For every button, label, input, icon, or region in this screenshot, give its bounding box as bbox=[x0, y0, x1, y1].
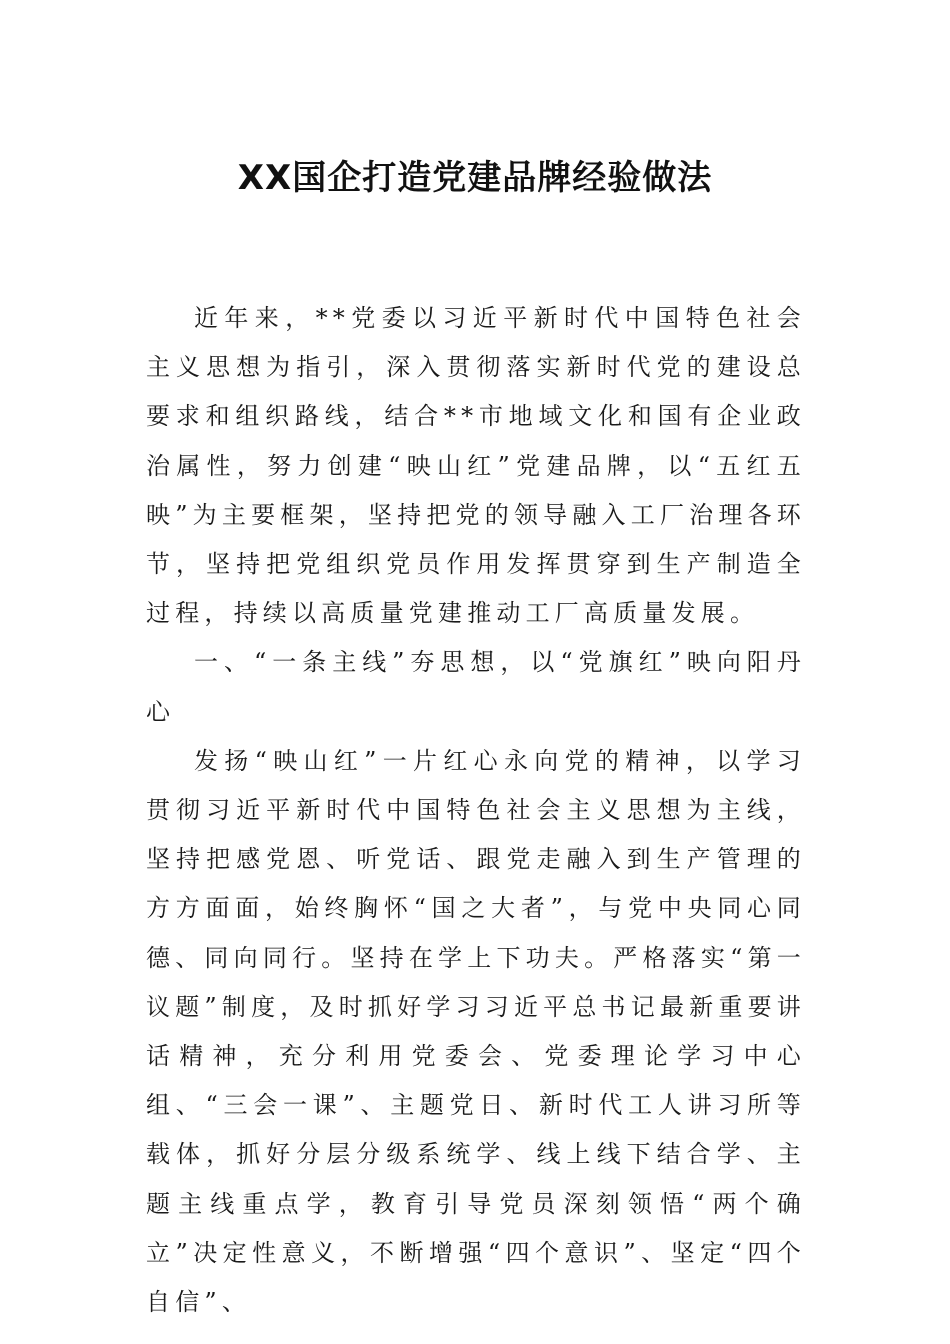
document-body bbox=[146, 294, 806, 1327]
section-paragraph: 发扬“映山红”一片红心永向党的精神，以学习贯彻习近平新时代中国特色社会主义思想为主线，坚持把感党恩、听党话、跟党走融入到生产管理的方方面面，始终胸怀“国之大者”，与党中央同心同德、同向同行。坚持在学上下功夫。严格落实“第一议题”制度，及时抓好学习习近平总书记最新重要讲话精神，充分利用党委会、党委理论学习中心组、“三会一课”、主题党日、新时代工人讲习所等载体，抓好分层分级系统学、线上线下结合学、主题主线重点学，教育引导党员深刻领悟“两个确立”决定性意义，不断增强“四个意识”、坚定“四个自信”、 bbox=[146, 746, 806, 1317]
section-heading: 一、“一条主线”夯思想，以“党旗红”映向阳丹心 bbox=[146, 648, 806, 726]
intro-paragraph: 近年来，**党委以习近平新时代中国特色社会主义思想为指引，深入贯彻落实新时代党的建设总要求和组织路线，结合**市地域文化和国有企业政治属性，努力创建“映山红”党建品牌，以“五红五映”为主要框架，坚持把党的领导融入工厂治理各环节，坚持把党组织党员作用发挥贯穿到生产制造全过程，持续以高质量党建推动工厂高质量发展。 bbox=[146, 304, 806, 628]
document-title: XX国企打造党建品牌经验做法 bbox=[237, 158, 713, 198]
